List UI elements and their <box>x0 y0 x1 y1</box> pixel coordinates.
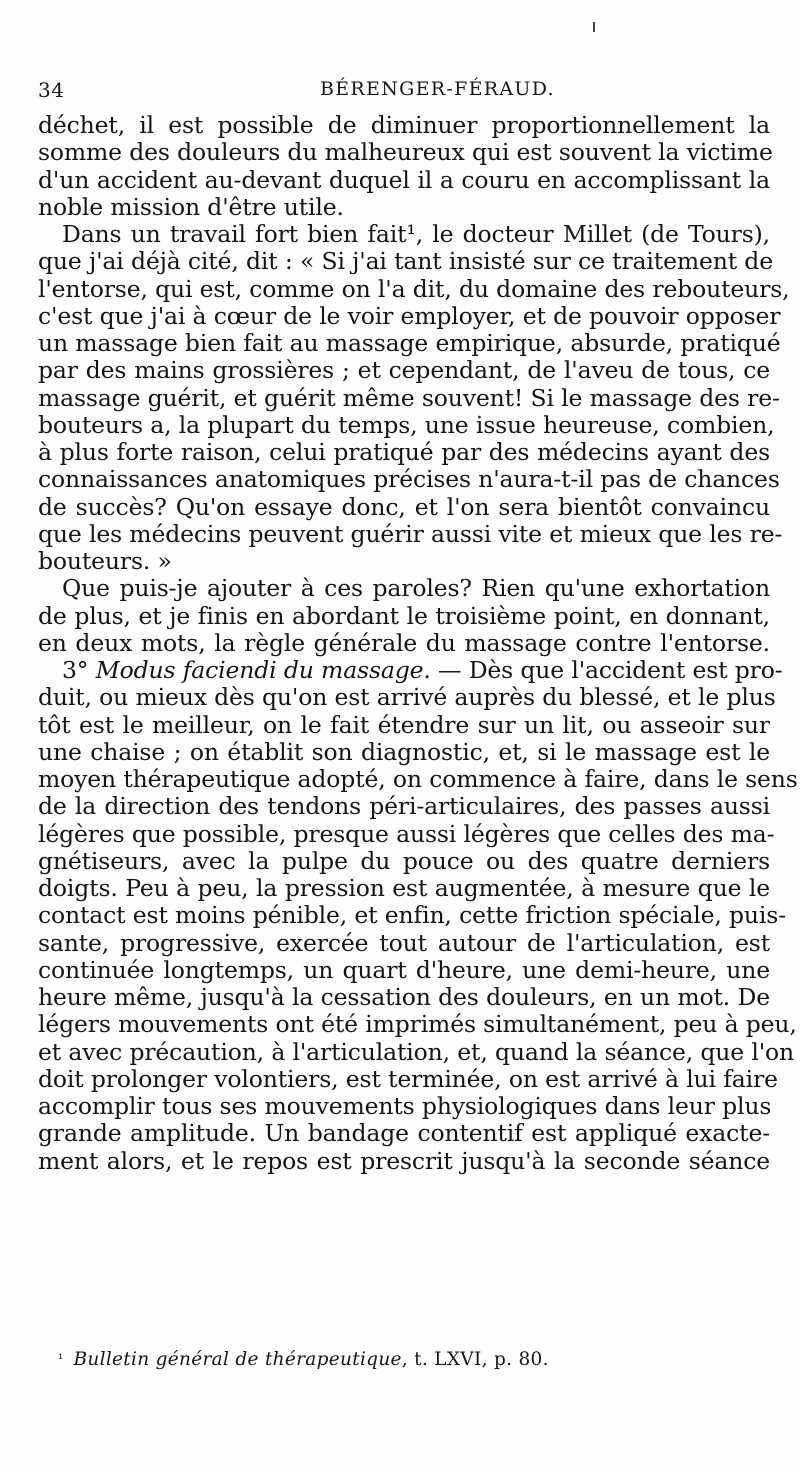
text-line: moyen thérapeutique adopté, on commence à faire, dans le sens <box>38 765 798 793</box>
section-lead-text: — Dès que l'accident est pro- <box>430 656 783 684</box>
text-line: somme des douleurs du malheureux qui est souvent la victime <box>38 138 773 167</box>
text-line: une chaise ; on établit son diagnostic, et, si le massage est le <box>38 737 770 766</box>
text-line: de succès? Qu'on essaye donc, et l'on sera bientôt convaincu <box>38 492 770 521</box>
text-line: que les médecins peuvent guérir aussi vite et mieux que les re- <box>38 519 783 548</box>
text-line: gnétiseurs, avec la pulpe du pouce ou des quatre derniers <box>38 846 770 875</box>
text-line: que j'ai déjà cité, dit : « Si j'ai tant insisté sur ce traitement de <box>38 247 773 276</box>
text-line: légères que possible, presque aussi légères que celles des ma- <box>38 819 775 848</box>
text-line: de la direction des tendons péri-articulaires, des passes aussi <box>38 792 770 821</box>
paragraph <box>38 575 770 657</box>
text-line: déchet, il est possible de diminuer proportionnellement la <box>38 111 770 139</box>
text-line: noble mission d'être utile. <box>38 192 344 221</box>
text-line: d'un accident au-devant duquel il a couru en accomplissant la <box>38 165 770 194</box>
body-text <box>38 111 798 1175</box>
text-line: doit prolonger volontiers, est terminée, on est arrivé à lui faire <box>38 1064 778 1093</box>
text-line: en deux mots, la règle générale du massage contre l'entorse. <box>38 628 770 657</box>
footnote-reference: , t. LXVI, p. 80. <box>401 1349 549 1370</box>
text-line: duit, ou mieux dès qu'on est arrivé auprès du blessé, et le plus <box>38 683 776 712</box>
paragraph <box>38 656 798 1175</box>
text-line: ment alors, et le repos est prescrit jusqu'à la seconde séance <box>38 1146 770 1175</box>
running-head: BÉRENGER-FÉRAUD. <box>320 78 555 100</box>
text-line: connaissances anatomiques précises n'aura-t-il pas de chances <box>38 465 780 494</box>
text-line: et avec précaution, à l'articulation, et, quand la séance, que l'on <box>38 1037 794 1066</box>
text-line: tôt est le meilleur, on le fait étendre sur un lit, ou asseoir sur <box>38 710 770 739</box>
page-speck <box>593 22 595 32</box>
text-line: à plus forte raison, celui pratiqué par des médecins ayant des <box>38 438 770 466</box>
text-line: continuée longtemps, un quart d'heure, une demi-heure, une <box>38 955 770 984</box>
text-line: par des mains grossières ; et cependant, de l'aveu de tous, ce <box>38 356 770 385</box>
page-number: 34 <box>38 78 65 102</box>
section-title: Modus faciendi du massage. <box>95 656 431 684</box>
section-lead-line <box>38 656 783 684</box>
text-line: de plus, et je finis en abordant le troisième point, en donnant, <box>38 601 770 630</box>
text-line: bouteurs a, la plupart du temps, une issue heureuse, combien, <box>38 410 775 439</box>
text-line: Dans un travail fort bien fait¹, le docteur Millet (de Tours), <box>62 220 770 248</box>
page-header <box>38 78 768 110</box>
text-line: grande amplitude. Un bandage contentif est appliqué exacte- <box>38 1119 770 1148</box>
footnote-source: Bulletin général de thérapeutique <box>73 1349 402 1370</box>
text-line: Que puis-je ajouter à ces paroles? Rien qu'une exhortation <box>62 574 770 603</box>
text-line: c'est que j'ai à cœur de le voir employer, et de pouvoir opposer <box>38 301 781 330</box>
text-line: un massage bien fait au massage empirique, absurde, pratiqué <box>38 329 781 357</box>
paragraph <box>38 111 773 221</box>
text-line: heure même, jusqu'à la cessation des douleurs, en un mot. De <box>38 983 770 1011</box>
text-line: bouteurs. » <box>38 547 172 575</box>
text-line: massage guérit, et guérit même souvent! Si le massage des re- <box>38 383 780 412</box>
text-line: doigts. Peu à peu, la pression est augmentée, à mesure que le <box>38 874 770 902</box>
section-number: 3° <box>62 656 89 684</box>
text-line: sante, progressive, exercée tout autour de l'articulation, est <box>38 928 770 957</box>
paragraph <box>38 220 790 575</box>
text-line: légers mouvements ont été imprimés simultanément, peu à peu, <box>38 1010 797 1039</box>
footnote <box>58 1348 549 1372</box>
text-line: contact est moins pénible, et enfin, cette friction spéciale, puis- <box>38 901 786 930</box>
text-line: l'entorse, qui est, comme on l'a dit, du domaine des rebouteurs, <box>38 274 790 303</box>
footnote-marker: ¹ <box>58 1352 64 1367</box>
text-line: accomplir tous ses mouvements physiologiques dans leur plus <box>38 1092 772 1120</box>
